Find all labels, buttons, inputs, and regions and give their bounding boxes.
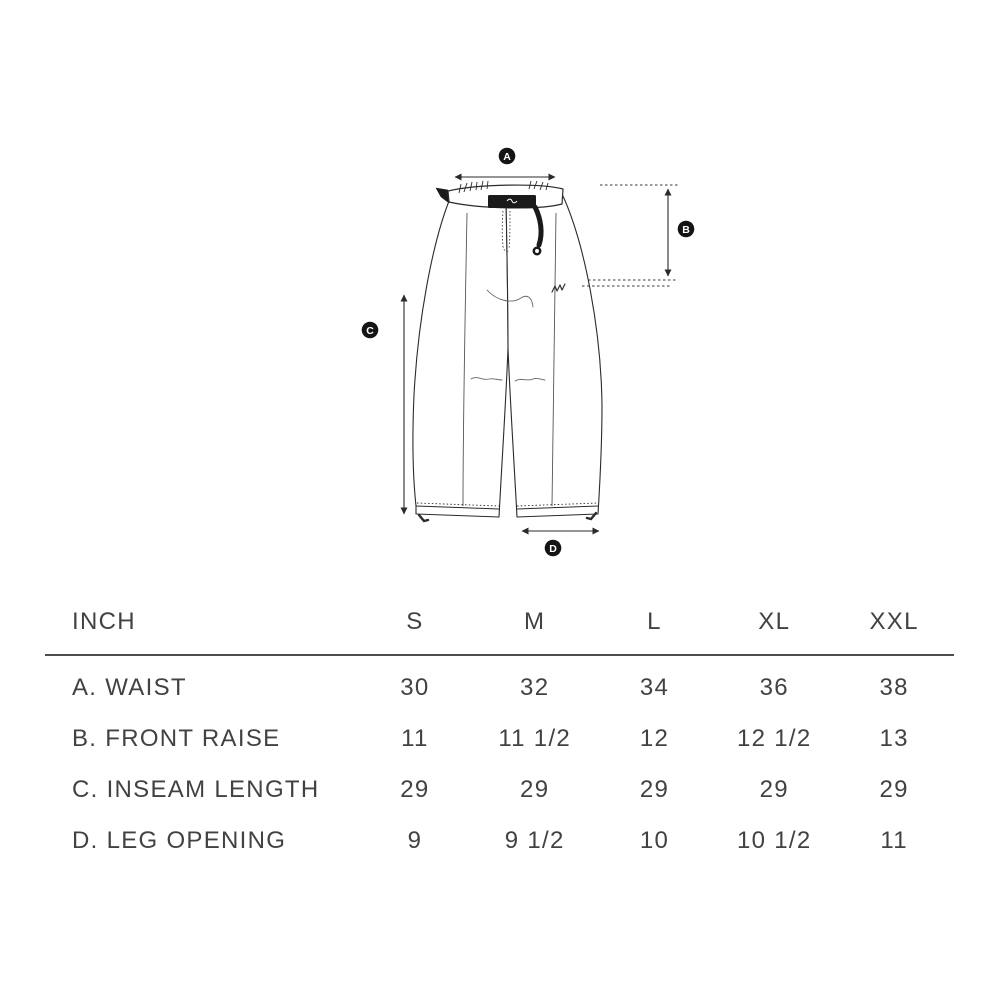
size-table xyxy=(45,600,954,866)
marker-b-label: B xyxy=(682,224,690,236)
size-cell: 11 xyxy=(880,826,908,854)
marker-d-label: D xyxy=(549,543,557,555)
size-cell: 11 1/2 xyxy=(498,724,572,752)
table-row-waist xyxy=(45,662,954,713)
size-cell: 10 1/2 xyxy=(737,826,812,854)
size-header-xl: XL xyxy=(758,608,791,635)
table-row-inseam-length xyxy=(45,764,954,815)
size-cell: 12 1/2 xyxy=(737,724,812,752)
size-header-m: M xyxy=(524,608,546,635)
unit-header: INCH xyxy=(72,608,136,635)
size-cell: 29 xyxy=(879,775,909,803)
left-leg xyxy=(413,196,508,517)
table-row-leg-opening xyxy=(45,815,954,866)
size-header-s: S xyxy=(406,608,424,635)
measure-c xyxy=(362,295,404,514)
row-label: B. FRONT RAISE xyxy=(72,724,281,752)
size-cell: 10 xyxy=(639,826,670,854)
size-cell: 13 xyxy=(879,724,909,752)
measure-a xyxy=(455,148,555,177)
row-label: D. LEG OPENING xyxy=(72,826,287,854)
header-divider xyxy=(45,654,954,656)
size-cell: 29 xyxy=(639,775,670,803)
row-label: C. INSEAM LENGTH xyxy=(72,775,320,803)
size-table-header-row xyxy=(45,600,954,644)
size-cell: 34 xyxy=(639,673,670,701)
size-cell: 12 xyxy=(639,724,670,752)
size-cell: 9 1/2 xyxy=(504,826,565,854)
marker-c-label: C xyxy=(366,325,374,337)
hem-hook-left xyxy=(419,515,428,521)
size-cell: 11 xyxy=(401,724,429,752)
table-row-front-raise xyxy=(45,713,954,764)
size-cell: 9 xyxy=(407,826,423,854)
belt-tip xyxy=(436,188,449,203)
size-header-xxl: XXL xyxy=(869,608,919,635)
size-cell: 29 xyxy=(520,775,550,803)
size-cell: 29 xyxy=(759,775,789,803)
size-cell: 38 xyxy=(879,673,909,701)
marker-a-label: A xyxy=(503,151,511,163)
measure-d xyxy=(522,531,599,556)
pants-outline xyxy=(413,196,602,517)
measure-b xyxy=(582,185,694,286)
size-cell: 30 xyxy=(400,673,430,701)
row-label: A. WAIST xyxy=(72,673,187,701)
size-cell: 29 xyxy=(400,775,430,803)
size-header-l: L xyxy=(647,608,662,635)
size-cell: 36 xyxy=(759,673,789,701)
size-cell: 32 xyxy=(520,673,550,701)
